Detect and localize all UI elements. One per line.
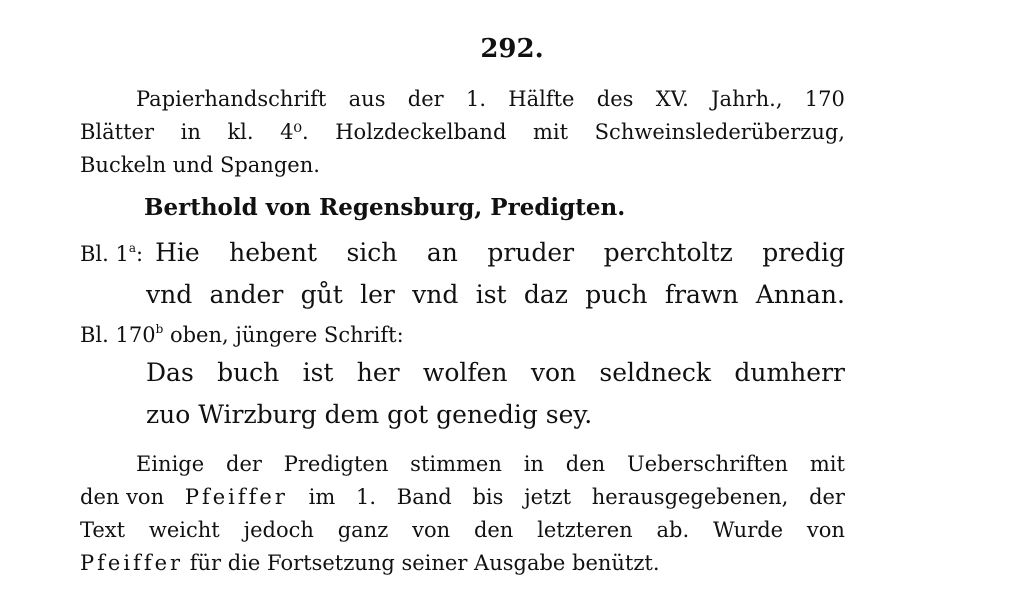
word: Ueberschriften [627, 452, 789, 476]
word: 4⁰. [280, 120, 309, 144]
entry2-reference-line [80, 322, 404, 348]
paragraph1-line2 [80, 119, 845, 145]
word: den [473, 518, 514, 542]
section-title: Berthold von Regensburg, Predigten. [144, 194, 626, 221]
entry1-line2 [146, 280, 845, 310]
word: Jahrh., [711, 87, 783, 111]
word: ganz [337, 518, 389, 542]
entry1-line1 [80, 238, 845, 268]
folio-label: Bl. 1 [80, 242, 129, 266]
word: mit [533, 120, 569, 144]
folio-reference: Bl. 1$^a$: [80, 241, 144, 266]
paragraph2-line1 [136, 451, 845, 477]
author-name: Pfeiffer [184, 485, 288, 509]
word: mit [809, 452, 845, 476]
word: Annan. [755, 280, 845, 309]
word: des [596, 87, 634, 111]
author-name: Pfeiffer [80, 551, 184, 575]
word: ler [360, 280, 395, 309]
word: letzteren [537, 518, 633, 542]
folio-label: Bl. 170 [80, 323, 156, 347]
word: vnd [412, 280, 459, 309]
word: Einige [136, 452, 205, 476]
word: kl. [227, 120, 254, 144]
word: ist [475, 280, 507, 309]
word: von [412, 518, 451, 542]
entry1-line1-text [155, 238, 845, 268]
word: dumherr [734, 358, 845, 387]
word: Text [80, 518, 126, 542]
word: vnd [146, 280, 193, 309]
word: Das [146, 358, 194, 387]
folio-note: oben, jüngere Schrift: [169, 323, 404, 347]
word: ander [209, 280, 284, 309]
word: 1. [465, 87, 487, 111]
word: ab. [656, 518, 690, 542]
line-text: für die Fortsetzung seiner Ausgabe benützt. [189, 551, 660, 575]
word: bis [472, 485, 504, 509]
word: in [180, 120, 201, 144]
word: gůt [300, 280, 343, 309]
word: her [356, 358, 400, 387]
word: 1. [356, 485, 377, 509]
word: 170 [804, 87, 845, 111]
paragraph2-line4 [80, 550, 660, 576]
word: predig [762, 238, 845, 267]
word: Hälfte [508, 87, 575, 111]
word: stimmen [410, 452, 502, 476]
word: Predigten [283, 452, 389, 476]
word: jetzt [524, 485, 572, 509]
word: puch [585, 280, 648, 309]
entry2-line1 [146, 358, 845, 388]
paragraph2-line2 [80, 484, 845, 510]
word: sich [346, 238, 398, 267]
word: Schweinslederüberzug, [594, 120, 845, 144]
word: jedoch [243, 518, 314, 542]
folio-superscript: b [155, 322, 164, 336]
word: der [809, 485, 845, 509]
word: buch [217, 358, 280, 387]
paragraph1-line3: Buckeln und Spangen. [80, 153, 320, 177]
word: hebent [229, 238, 317, 267]
word: Hie [155, 238, 200, 267]
word: im [308, 485, 336, 509]
word: XV. [655, 87, 689, 111]
word: Holzdeckelband [335, 120, 507, 144]
word: ist [302, 358, 334, 387]
word: weicht [148, 518, 220, 542]
word: der [407, 87, 444, 111]
word: Papierhandschrift [136, 87, 327, 111]
word: pruder [487, 238, 575, 267]
page-number: 292. [480, 34, 544, 64]
word: in [523, 452, 544, 476]
entry2-line2: zuo Wirzburg dem got genedig sey. [146, 400, 593, 429]
word: daz [523, 280, 568, 309]
word: den von [80, 485, 165, 509]
word: aus [348, 87, 386, 111]
word: Band [396, 485, 452, 509]
paragraph1-line1 [136, 86, 845, 112]
word: herausgegebenen, [591, 485, 789, 509]
word: von [530, 358, 577, 387]
word: perchtoltz [603, 238, 733, 267]
word: an [426, 238, 458, 267]
paragraph2-line3 [80, 517, 845, 543]
word: seldneck [599, 358, 712, 387]
word: frawn [664, 280, 739, 309]
word: den [565, 452, 606, 476]
word: von [806, 518, 845, 542]
word: Blätter [80, 120, 155, 144]
word: Wurde [712, 518, 784, 542]
word: wolfen [422, 358, 508, 387]
word: der [226, 452, 262, 476]
folio-superscript: a [128, 241, 137, 255]
